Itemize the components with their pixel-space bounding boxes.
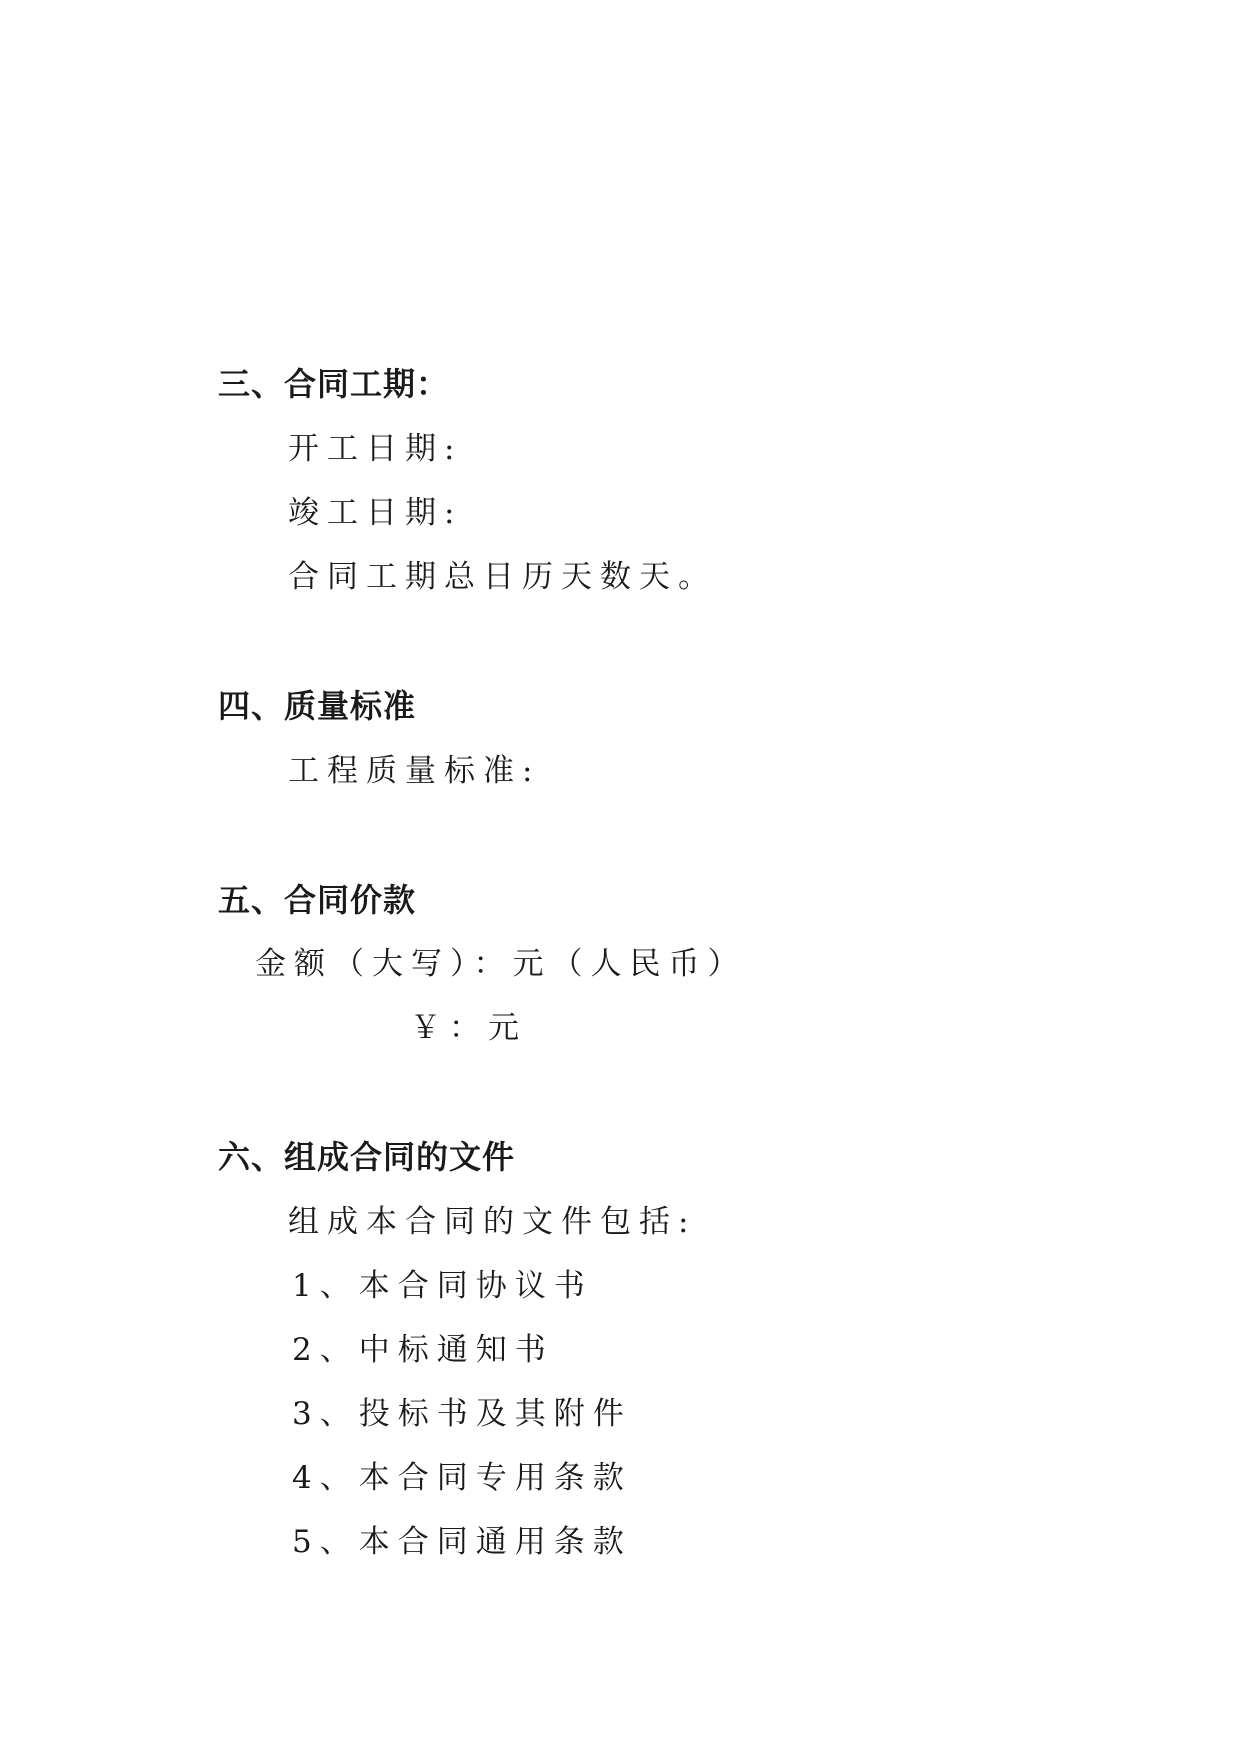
section-heading-contract-period: 三、合同工期：	[218, 365, 450, 403]
end-date-line: 竣工日期:	[288, 495, 463, 531]
documents-intro-line: 组成本合同的文件包括:	[288, 1204, 697, 1240]
list-item: 5、本合同通用条款	[292, 1524, 632, 1560]
section-heading-documents: 六、组成合同的文件	[218, 1138, 516, 1176]
section-heading-quality: 四、质量标准	[218, 687, 417, 725]
section-heading-price: 五、合同价款	[218, 881, 417, 919]
total-days-line: 合同工期总日历天数天。	[288, 559, 717, 595]
list-item: 2、中标通知书	[292, 1332, 554, 1368]
list-item: 3、投标书及其附件	[292, 1396, 632, 1432]
quality-standard-line: 工程质量标准:	[288, 753, 541, 789]
amount-words-line: 金额（大写）：元（人民币）	[255, 946, 747, 982]
start-date-line: 开工日期:	[288, 431, 463, 467]
list-item: 1、本合同协议书	[292, 1268, 593, 1304]
amount-figure-line: ￥：元	[410, 1010, 527, 1046]
list-item: 4、本合同专用条款	[292, 1460, 632, 1496]
